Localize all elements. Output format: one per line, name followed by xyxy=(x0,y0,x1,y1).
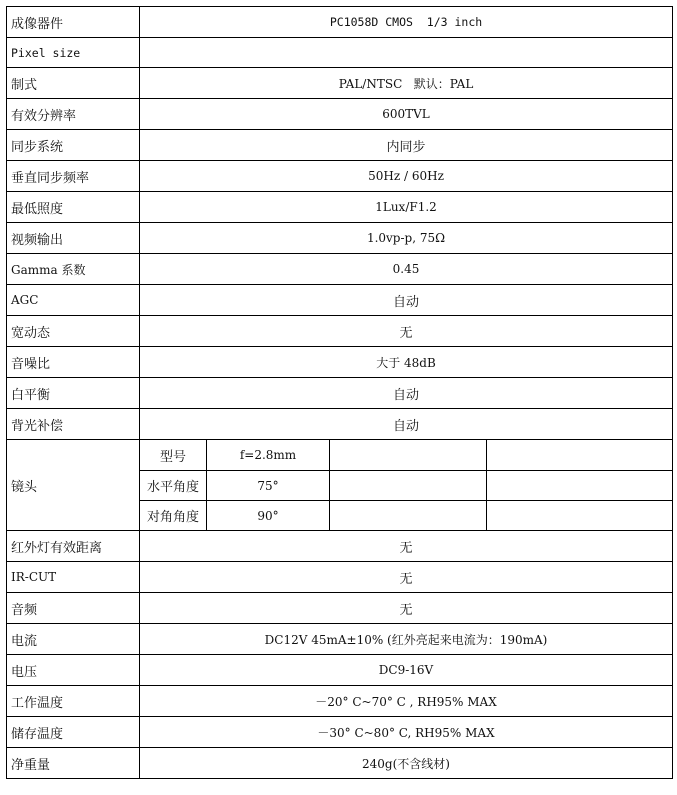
spec-value: DC9-16V xyxy=(140,655,673,686)
spec-row-storage-temp xyxy=(7,717,673,748)
lens-empty-cell xyxy=(330,501,487,531)
spec-value: DC12V 45mA±10% (红外亮起来电流为：190mA) xyxy=(140,624,673,655)
spec-label: Gamma 系数 xyxy=(7,254,140,285)
spec-row-min-lux xyxy=(7,192,673,223)
spec-value: 大于 48dB xyxy=(140,347,673,378)
spec-value: 240g(不含线材) xyxy=(140,748,673,779)
spec-label: Pixel size xyxy=(7,38,140,68)
spec-label: 同步系统 xyxy=(7,130,140,161)
spec-label: 最低照度 xyxy=(7,192,140,223)
lens-sub-label: 型号 xyxy=(140,440,207,471)
spec-value: 无 xyxy=(140,593,673,624)
spec-row-blc xyxy=(7,409,673,440)
spec-value: PAL/NTSC 默认：PAL xyxy=(140,68,673,99)
spec-label: 红外灯有效距离 xyxy=(7,531,140,562)
spec-label: 宽动态 xyxy=(7,316,140,347)
spec-row-lens-model xyxy=(7,440,673,471)
spec-label: 音频 xyxy=(7,593,140,624)
spec-row-agc xyxy=(7,285,673,316)
spec-label: 工作温度 xyxy=(7,686,140,717)
lens-sub-value: 75° xyxy=(207,471,330,501)
spec-label: 白平衡 xyxy=(7,378,140,409)
spec-label: 垂直同步频率 xyxy=(7,161,140,192)
spec-row-ir-distance xyxy=(7,531,673,562)
spec-table xyxy=(6,6,673,779)
spec-value xyxy=(140,38,673,68)
lens-sub-label: 对角角度 xyxy=(140,501,207,531)
lens-empty-cell xyxy=(487,440,673,471)
spec-value: 无 xyxy=(140,562,673,593)
spec-row-gamma xyxy=(7,254,673,285)
spec-value: 0.45 xyxy=(140,254,673,285)
lens-empty-cell xyxy=(330,471,487,501)
spec-value: 无 xyxy=(140,316,673,347)
spec-row-wdr xyxy=(7,316,673,347)
spec-row-weight xyxy=(7,748,673,779)
spec-label: IR-CUT xyxy=(7,562,140,593)
spec-row-vsync xyxy=(7,161,673,192)
spec-row-voltage xyxy=(7,655,673,686)
spec-value: 1Lux/F1.2 xyxy=(140,192,673,223)
lens-sub-value: 90° xyxy=(207,501,330,531)
spec-label: 背光补偿 xyxy=(7,409,140,440)
spec-value: 600TVL xyxy=(140,99,673,130)
spec-label: 视频输出 xyxy=(7,223,140,254)
spec-row-ircut xyxy=(7,562,673,593)
spec-value: PC1058D CMOS 1/3 inch xyxy=(140,7,673,38)
spec-label: 储存温度 xyxy=(7,717,140,748)
spec-value: 自动 xyxy=(140,285,673,316)
spec-label: AGC xyxy=(7,285,140,316)
lens-empty-cell xyxy=(487,501,673,531)
spec-value: 自动 xyxy=(140,378,673,409)
spec-value: 1.0vp-p, 75Ω xyxy=(140,223,673,254)
spec-label: 音噪比 xyxy=(7,347,140,378)
spec-row-current xyxy=(7,624,673,655)
spec-row-white-balance xyxy=(7,378,673,409)
spec-row-resolution xyxy=(7,99,673,130)
spec-value: 无 xyxy=(140,531,673,562)
spec-value: －30° C~80° C, RH95% MAX xyxy=(140,717,673,748)
spec-value: 自动 xyxy=(140,409,673,440)
spec-label-lens: 镜头 xyxy=(7,440,140,531)
spec-value: 50Hz / 60Hz xyxy=(140,161,673,192)
spec-row-pixel-size xyxy=(7,38,673,68)
spec-label: 净重量 xyxy=(7,748,140,779)
lens-sub-value: f=2.8mm xyxy=(207,440,330,471)
spec-row-format xyxy=(7,68,673,99)
lens-sub-label: 水平角度 xyxy=(140,471,207,501)
spec-value: 内同步 xyxy=(140,130,673,161)
spec-row-sensor xyxy=(7,7,673,38)
spec-label: 制式 xyxy=(7,68,140,99)
spec-value: －20° C~70° C , RH95% MAX xyxy=(140,686,673,717)
lens-empty-cell xyxy=(487,471,673,501)
lens-empty-cell xyxy=(330,440,487,471)
spec-row-op-temp xyxy=(7,686,673,717)
spec-label: 有效分辨率 xyxy=(7,99,140,130)
spec-row-video-out xyxy=(7,223,673,254)
spec-row-snr xyxy=(7,347,673,378)
spec-label: 电压 xyxy=(7,655,140,686)
spec-label: 成像器件 xyxy=(7,7,140,38)
spec-label: 电流 xyxy=(7,624,140,655)
spec-row-audio xyxy=(7,593,673,624)
spec-row-sync xyxy=(7,130,673,161)
